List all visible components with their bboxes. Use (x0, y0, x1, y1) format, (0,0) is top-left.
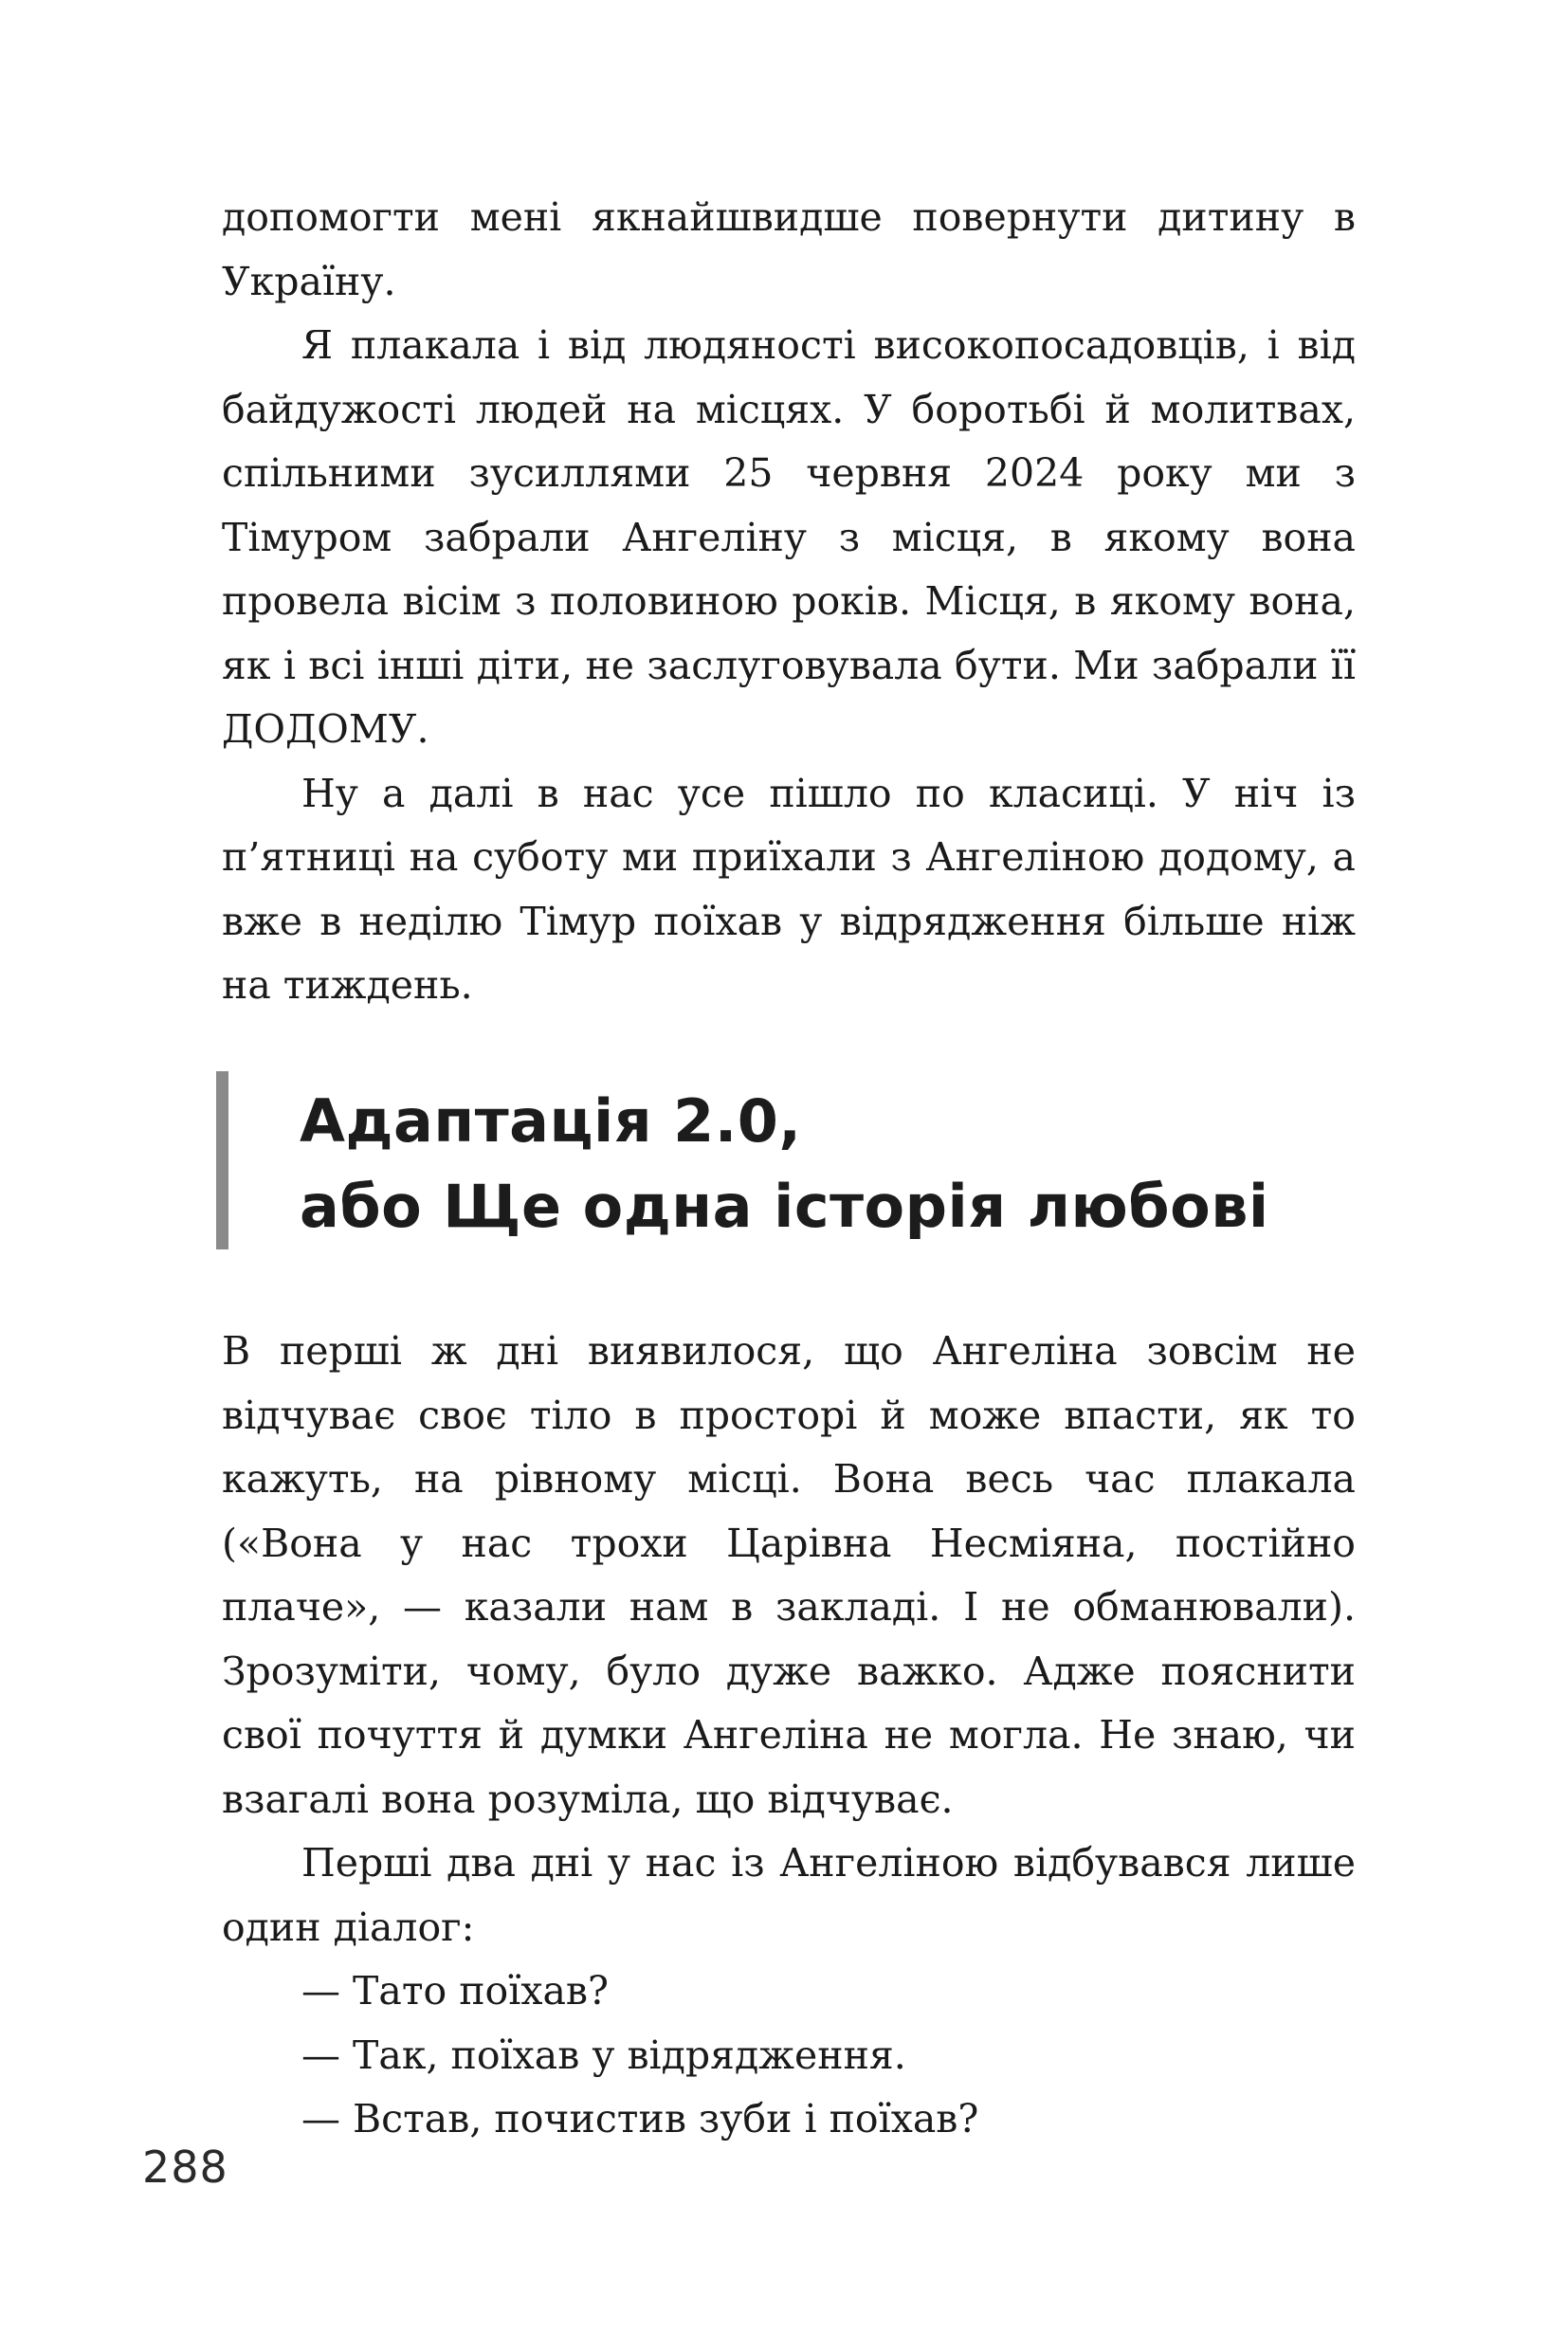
body-text-bottom (222, 1320, 1356, 2152)
paragraph: Я плакала і від людяності високопосадовців, і від байдужості людей на місцях. У боротьбі й молитвах, спільними зусиллями 25 червня 2024 року ми з Тімуром забрали Ангеліну з місця, в якому вона провела вісім з половиною років. Місця, в якому вона, як і всі інші діти, не заслуговувала бути. Ми забрали її ДОДОМУ. (222, 322, 1356, 752)
dialogue-line: — Тато поїхав? (301, 1968, 609, 2014)
body-text-top (222, 186, 1356, 1018)
heading-line: або Ще одна історія любові (300, 1172, 1269, 1241)
heading-line: Адаптація 2.0, (300, 1086, 802, 1156)
heading-accent-bar (216, 1071, 228, 1249)
dialogue-line: — Так, поїхав у відрядження. (301, 2032, 906, 2078)
dialogue-line: — Встав, почистив зуби і поїхав? (301, 2096, 979, 2141)
heading-title (300, 1079, 1269, 1249)
page-number: 288 (142, 2141, 228, 2193)
paragraph: Перші два дні у нас із Ангеліною відбувався лише один діалог: (222, 1840, 1356, 1950)
paragraph: Ну а далі в нас усе пішло по класиці. У ніч із п’ятниці на суботу ми приїхали з Ангеліною додому, а вже в неділю Тімур поїхав у відрядження більше ніж на тиждень. (222, 770, 1356, 1008)
paragraph: допомогти мені якнайшвидше повернути дитину в Україну. (222, 194, 1356, 304)
paragraph: В перші ж дні виявилося, що Ангеліна зовсім не відчуває своє тіло в просторі й може впасти, як то кажуть, на рівному місці. Вона весь час плакала («Вона у нас трохи Царівна Несміяна, постійно плаче», — казали нам в закладі. І не обманювали). Зрозуміти, чому, було дуже важко. Адже пояснити свої почуття й думки Ангеліна не могла. Не знаю, чи взагалі вона розуміла, що відчуває. (222, 1328, 1356, 1822)
section-heading (216, 1071, 1354, 1249)
